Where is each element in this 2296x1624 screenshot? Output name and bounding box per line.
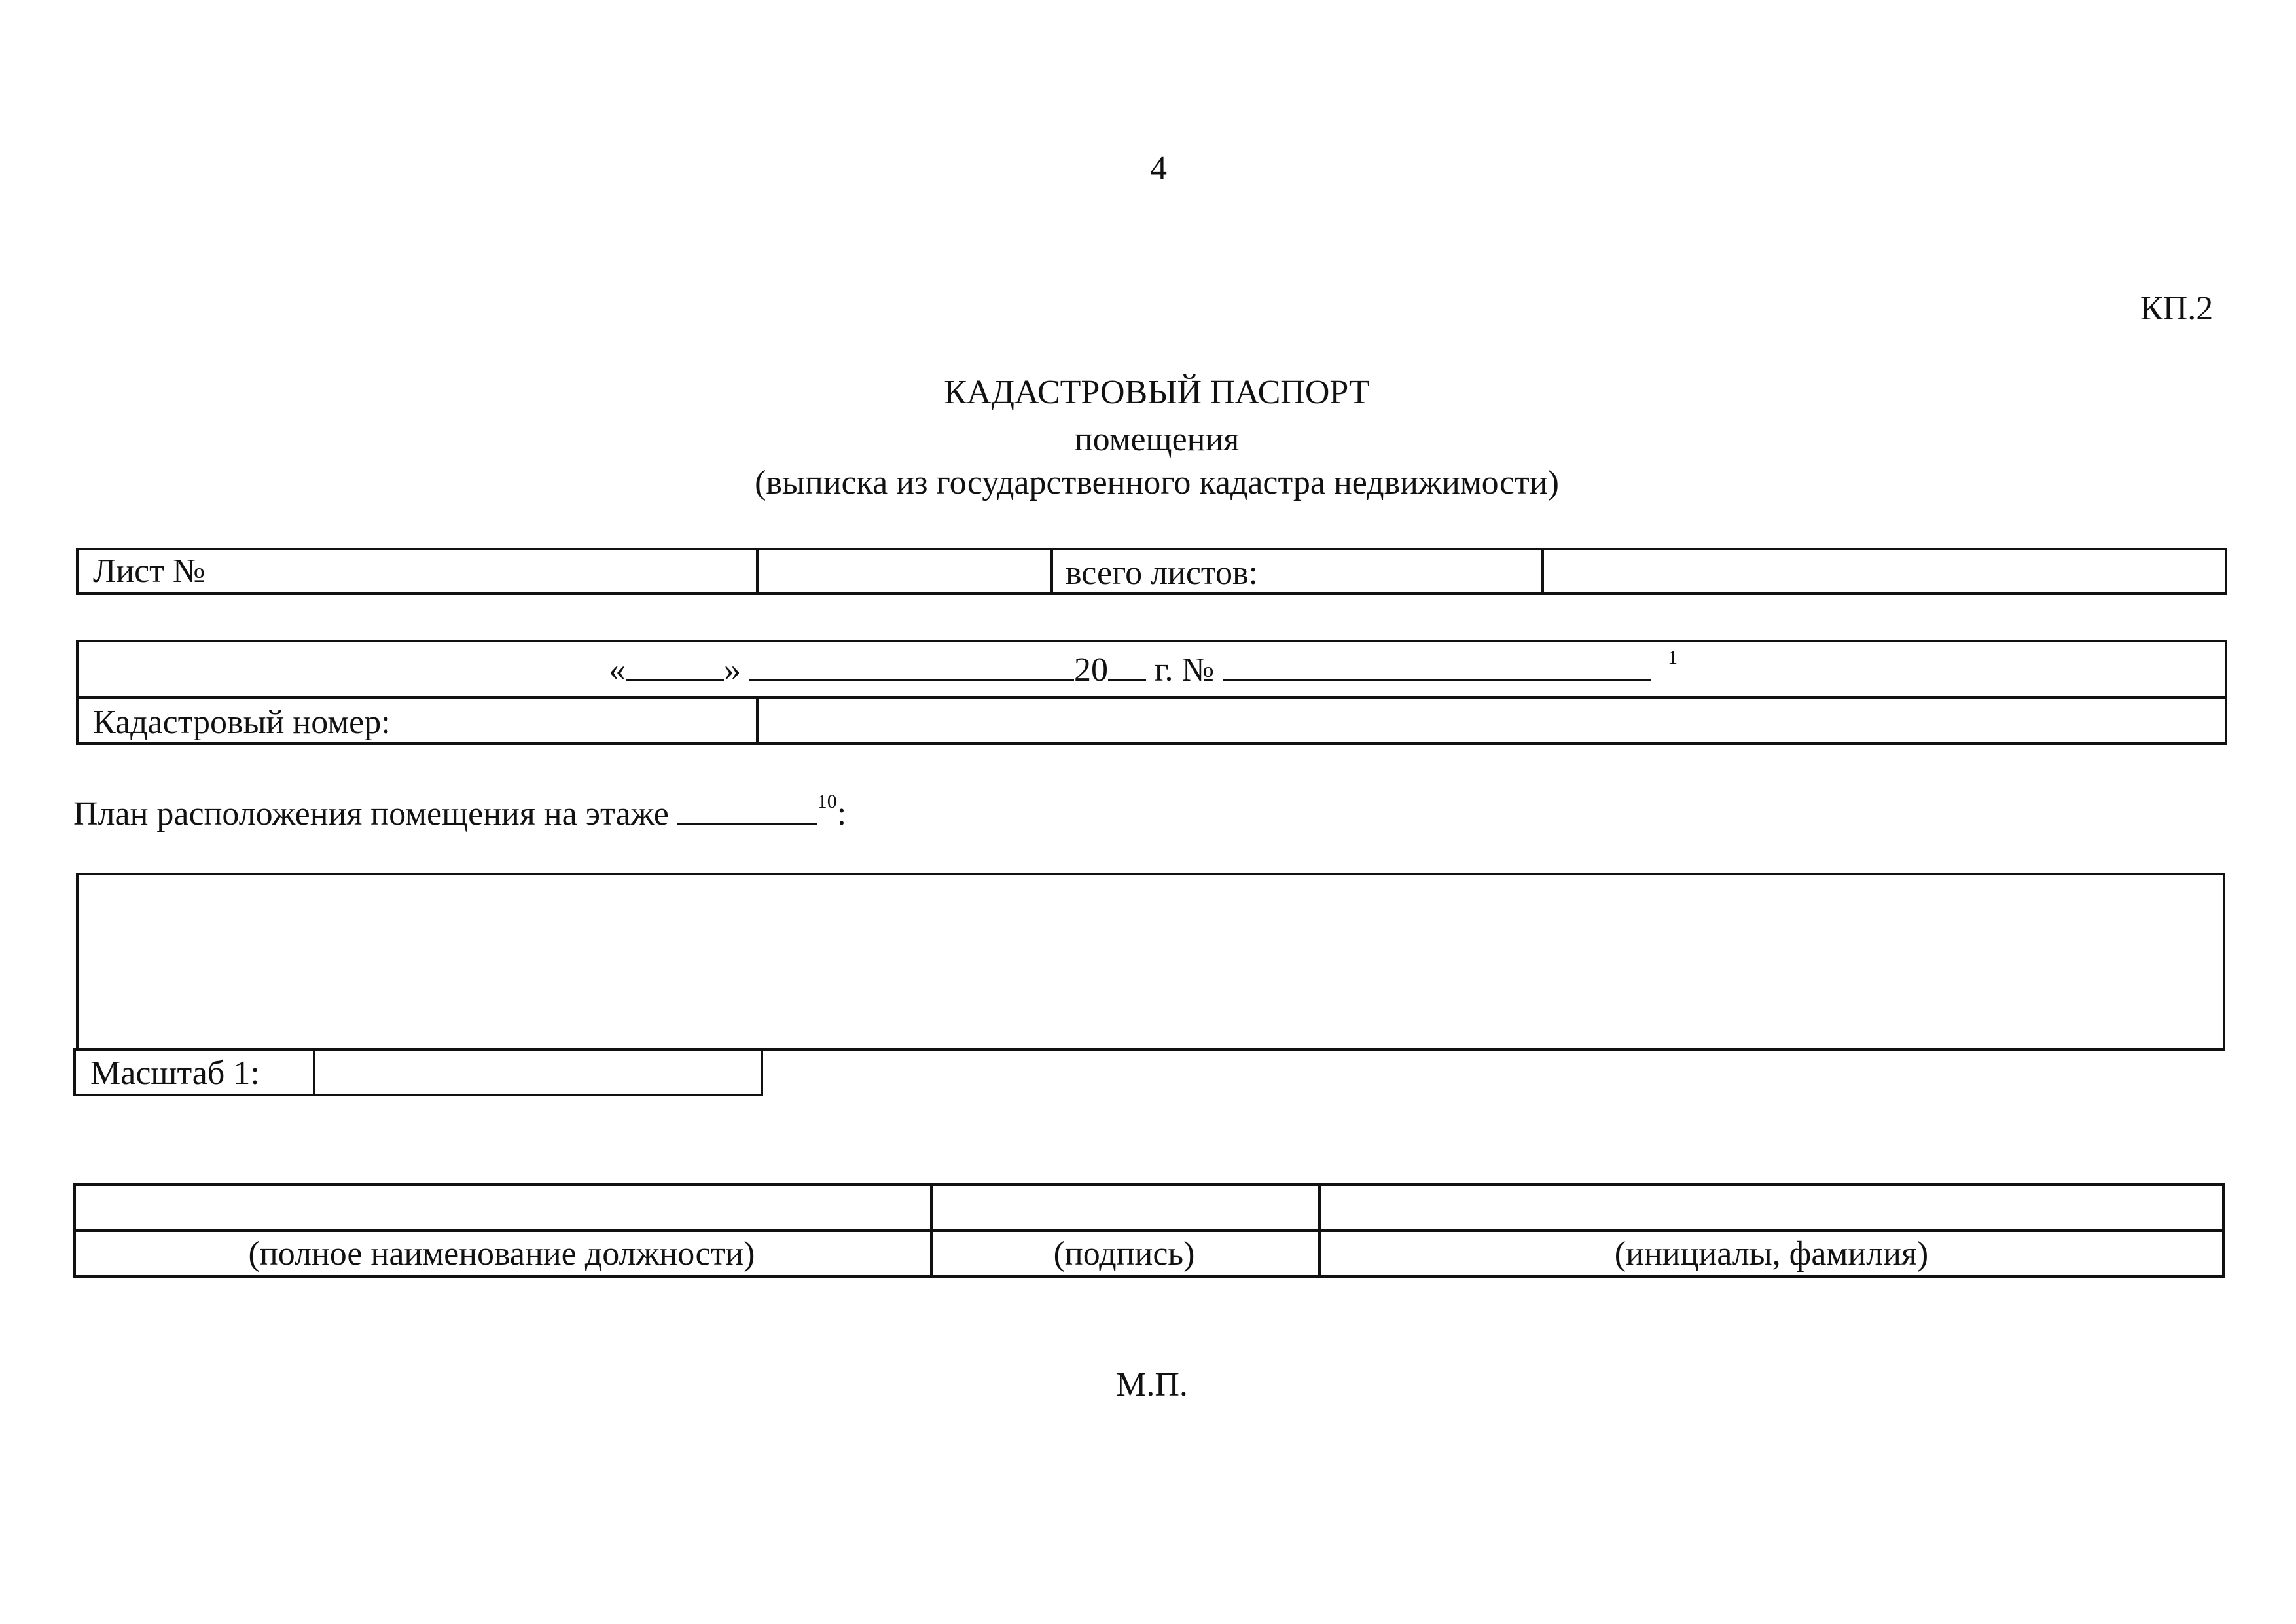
signature-caption: (подпись) — [1053, 1235, 1195, 1272]
plan-label: План расположения помещения на этаже — [73, 795, 669, 833]
signature-field[interactable] — [934, 1186, 1316, 1228]
plan-label-line — [73, 792, 846, 831]
stamp-place: М.П. — [1116, 1366, 1188, 1403]
close-quote: » — [724, 651, 741, 689]
floor-field[interactable] — [677, 793, 817, 825]
floor-plan-area — [76, 873, 2225, 1051]
name-caption: (инициалы, фамилия) — [1614, 1235, 1929, 1272]
sheet-number-label: Лист № — [93, 552, 206, 590]
year-suffix: г. № — [1155, 651, 1215, 689]
date-line — [609, 648, 1677, 687]
total-sheets-field[interactable] — [1551, 554, 2219, 588]
document-subtitle: помещения — [1074, 421, 1240, 458]
year-field[interactable] — [1108, 649, 1146, 681]
total-sheets-label: всего листов: — [1066, 554, 1258, 592]
year-prefix: 20 — [1074, 651, 1108, 689]
footnote-1: 1 — [1668, 647, 1678, 668]
document-subtitle-extract: (выписка из государственного кадастра недвижимости) — [755, 464, 1559, 501]
cadastral-number-label: Кадастровый номер: — [93, 704, 391, 741]
document-title: КАДАСТРОВЫЙ ПАСПОРТ — [944, 374, 1370, 411]
position-caption: (полное наименование должности) — [248, 1235, 755, 1272]
name-field[interactable] — [1322, 1186, 2221, 1228]
open-quote: « — [609, 651, 626, 689]
document-number-field[interactable] — [1223, 649, 1651, 681]
cadastral-number-field[interactable] — [766, 706, 2219, 740]
day-field[interactable] — [626, 649, 724, 681]
scale-label: Масштаб 1: — [90, 1055, 260, 1092]
month-field[interactable] — [749, 649, 1074, 681]
footnote-10: 10 — [817, 791, 837, 812]
form-code: КП.2 — [2140, 290, 2214, 327]
plan-colon: : — [836, 795, 847, 833]
sheet-number-field[interactable] — [766, 554, 1041, 588]
page-number: 4 — [1150, 150, 1167, 187]
position-field[interactable] — [77, 1186, 928, 1228]
scale-field[interactable] — [324, 1056, 756, 1091]
